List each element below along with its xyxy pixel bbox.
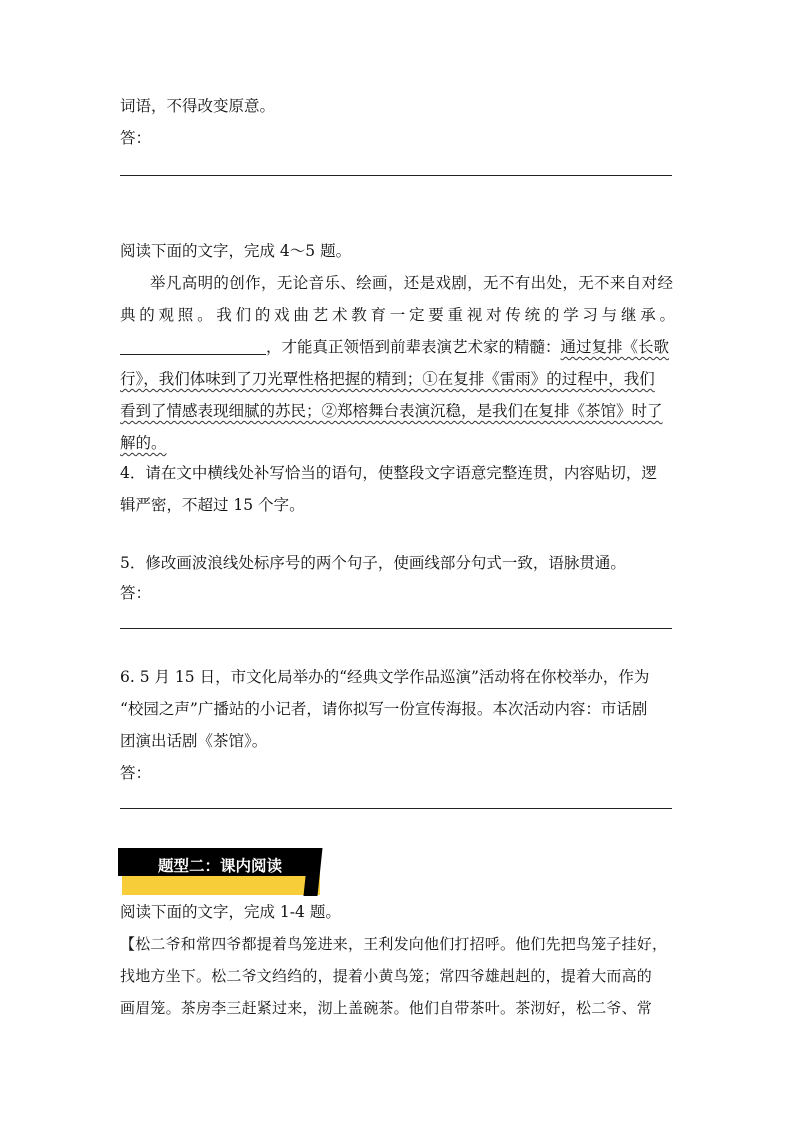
passage1-line bbox=[120, 337, 675, 357]
question-4-text: 辑严密，不超过 15 个字。 bbox=[120, 496, 305, 514]
passage1-text: ，才能真正领悟到前辈表演艺术家的精髓： bbox=[266, 338, 561, 356]
section2-intro: 阅读下面的文字，完成 1-4 题。 bbox=[120, 903, 341, 921]
section-banner-label: 题型二：课内阅读 bbox=[158, 857, 283, 875]
question-6-text: 团演出话剧《茶馆》。 bbox=[120, 732, 268, 750]
question-5-text: 5．修改画波浪线处标序号的两个句子，使画线部分句式一致，语脉贯通。 bbox=[120, 554, 626, 572]
question-6-text: “校园之声”广播站的小记者，请你拟写一份宣传海报。本次活动内容：市话剧 bbox=[120, 700, 648, 718]
wavy-underlined-text: 解的。 bbox=[120, 434, 167, 452]
fill-in-blank[interactable] bbox=[120, 338, 266, 355]
q5-answer-label: 答： bbox=[120, 584, 152, 602]
answer-line bbox=[120, 628, 672, 629]
passage1-line bbox=[120, 401, 675, 421]
passage1-line bbox=[120, 433, 675, 453]
q6-answer-label: 答： bbox=[120, 764, 152, 782]
excerpt-line: 画眉笼。茶房李三赶紧过来，沏上盖碗茶。他们自带茶叶。茶沏好，松二爷、常 bbox=[120, 999, 653, 1017]
wavy-underlined-text: 行》，我们体味到了刀光覃性格把握的精到；①在复排《雷雨》的过程中，我们 bbox=[120, 370, 655, 388]
wavy-underlined-text: 通过复排《长歌 bbox=[560, 338, 670, 356]
answer-line bbox=[120, 175, 672, 176]
q3-tail-text: 词语，不得改变原意。 bbox=[120, 97, 276, 115]
passage1-intro: 阅读下面的文字，完成 4～5 题。 bbox=[120, 242, 352, 260]
excerpt-line: 【松二爷和常四爷都提着鸟笼进来，王利发向他们打招呼。他们先把鸟笼子挂好， bbox=[120, 935, 668, 953]
passage1-line bbox=[120, 369, 675, 389]
question-6-text: 6. 5 月 15 日，市文化局举办的“经典文学作品巡演”活动将在你校举办，作为 bbox=[120, 668, 650, 686]
q3-answer-label: 答： bbox=[120, 129, 152, 147]
wavy-underlined-text: 看到了情感表现细腻的苏民；②郑榕舞台表演沉稳，是我们在复排《茶馆》时了 bbox=[120, 402, 663, 420]
question-4-text: 4．请在文中横线处补写恰当的语句，使整段文字语意完整连贯，内容贴切，逻 bbox=[120, 464, 657, 482]
excerpt-line: 找地方坐下。松二爷文绉绉的，提着小黄鸟笼；常四爷雄赳赳的，提着大而高的 bbox=[120, 967, 653, 985]
passage1-line: 典的观照。我们的戏曲艺术教育一定要重视对传统的学习与继承。 bbox=[120, 306, 675, 324]
passage1-line: 举凡高明的创作，无论音乐、绘画，还是戏剧，无不有出处，无不来自对经 bbox=[150, 274, 673, 292]
answer-line bbox=[120, 808, 672, 809]
section-banner bbox=[118, 848, 320, 896]
